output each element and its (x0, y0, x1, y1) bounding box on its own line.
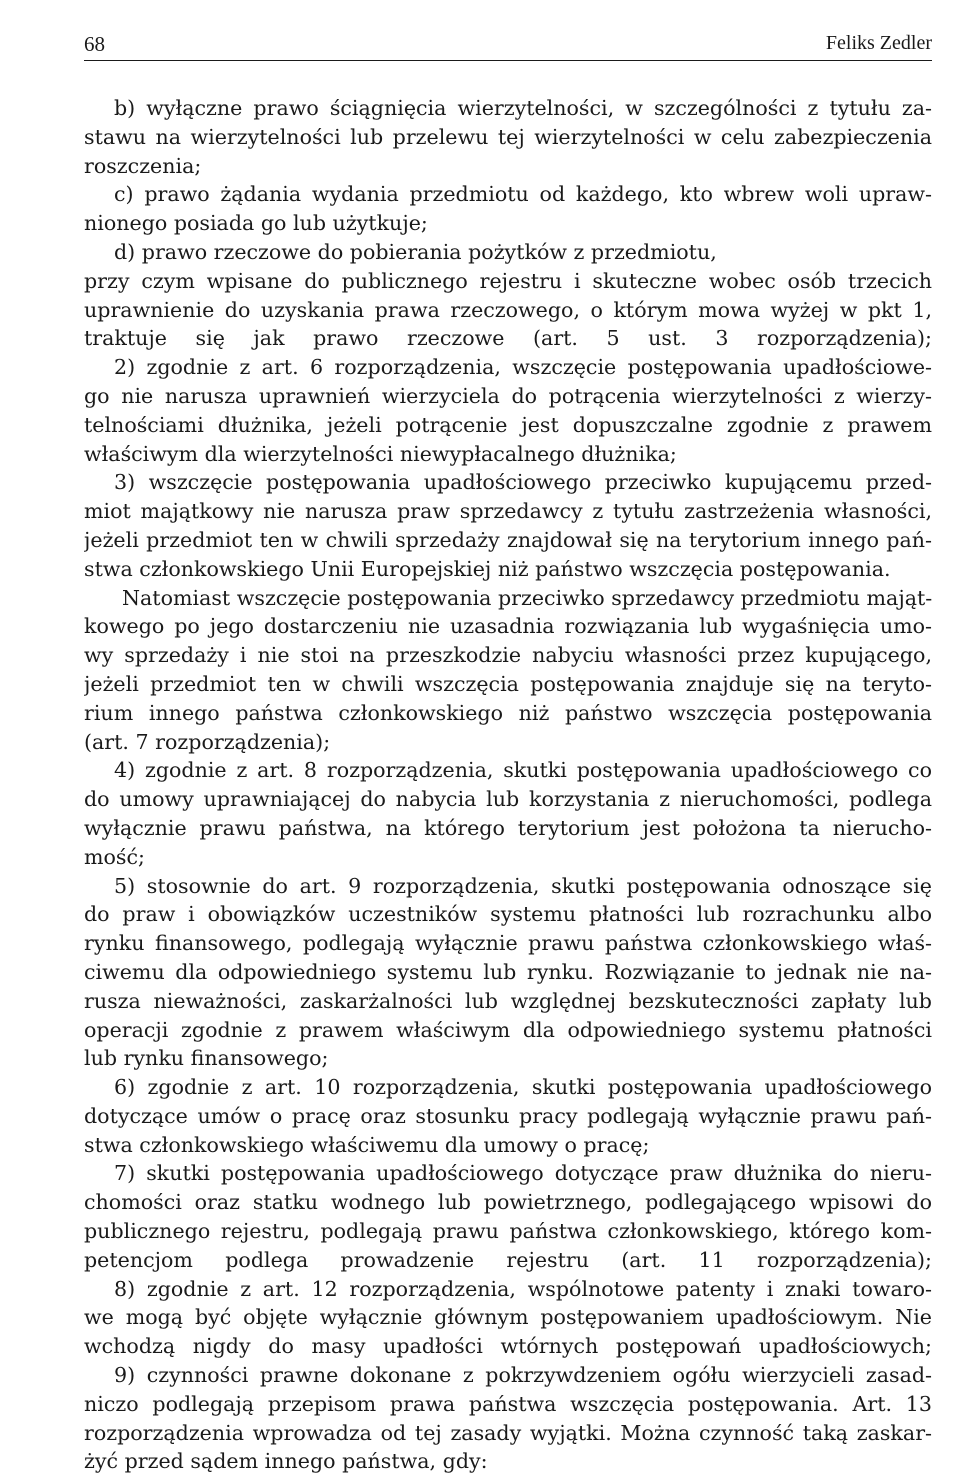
text-line: mość; (84, 844, 145, 869)
text-line: go nie narusza uprawnień wierzyciela do potrącenia wierzytelności z wierzy- (84, 383, 932, 408)
text-line: miot majątkowy nie narusza praw sprzedawcy z tytułu zastrzeżenia własności, (84, 499, 932, 524)
text-line: żyć przed sądem innego państwa, gdy: (84, 1449, 488, 1474)
text-line: uprawnienie do uzyskania prawa rzeczowego, o którym mowa wyżej w pkt 1, (84, 297, 932, 322)
text-line: jeżeli przedmiot ten w chwili sprzedaży znajdował się na terytorium innego pań- (84, 527, 932, 552)
text-line: 7) skutki postępowania upadłościowego dotyczące praw dłużnika do nieru- (114, 1161, 932, 1186)
text-line: wyłącznie prawu państwa, na którego terytorium jest położona ta nierucho- (84, 815, 932, 840)
text-line: dotyczące umów o pracę oraz stosunku pracy podlegają wyłącznie prawu pań- (84, 1103, 932, 1128)
text-line: c) prawo żądania wydania przedmiotu od każdego, kto wbrew woli upraw- (114, 182, 932, 207)
text-line: ciwemu dla odpowiedniego systemu lub rynku. Rozwiązanie to jednak nie na- (84, 959, 932, 984)
text-line: Natomiast wszczęcie postępowania przeciwko sprzedawcy przedmiotu mająt- (122, 585, 932, 610)
text-line: we mogą być objęte wyłącznie głównym postępowaniem upadłościowym. Nie (84, 1305, 932, 1330)
text-line: wy sprzedaży i nie stoi na przeszkodzie nabyciu własności przez kupującego, (84, 643, 932, 668)
text-line: lub rynku finansowego; (84, 1046, 329, 1071)
text-line: rynku finansowego, podlegają wyłącznie prawu państwa członkowskiego właś- (84, 931, 932, 956)
text-line: rusza nieważności, zaskarżalności lub względnej bezskuteczności zapłaty lub (84, 988, 932, 1013)
text-line: roszczenia; (84, 153, 202, 178)
text-line: rium innego państwa członkowskiego niż państwo wszczęcia postępowania (84, 700, 932, 725)
text-line: b) wyłączne prawo ściągnięcia wierzytelności, w szczególności z tytułu za- (114, 96, 932, 120)
running-header (84, 30, 932, 61)
text-line: operacji zgodnie z prawem właściwym dla odpowiedniego systemu płatności (84, 1017, 932, 1042)
text-line: właściwym dla wierzytelności niewypłacalnego dłużnika; (84, 441, 677, 466)
text-line: d) prawo rzeczowe do pobierania pożytków z przedmiotu, (114, 239, 717, 264)
text-line: kowego po jego dostarczeniu nie uzasadnia rozwiązania lub wygaśnięcia umo- (84, 614, 932, 639)
text-line: stwa członkowskiego Unii Europejskiej niż państwo wszczęcia postępowania. (84, 556, 891, 581)
text-line: stwa członkowskiego właściwemu dla umowy o pracę; (84, 1132, 650, 1157)
text-line: chomości oraz statku wodnego lub powietrznego, podlegającego wpisowi do (84, 1190, 932, 1215)
text-line: stawu na wierzytelności lub przelewu tej wierzytelności w celu zabezpieczenia (84, 124, 932, 149)
text-line: (art. 7 rozporządzenia); (84, 729, 331, 754)
text-line: 3) wszczęcie postępowania upadłościowego przeciwko kupującemu przed- (114, 470, 932, 495)
text-line: rozporządzenia wprowadza od tej zasady wyjątki. Można czynność taką zaskar- (84, 1420, 932, 1445)
page-number: 68 (84, 32, 105, 56)
text-line: 2) zgodnie z art. 6 rozporządzenia, wszczęcie postępowania upadłościowe- (114, 355, 932, 380)
text-line: 6) zgodnie z art. 10 rozporządzenia, skutki postępowania upadłościowego (114, 1075, 932, 1100)
text-line: nionego posiada go lub użytkuje; (84, 211, 428, 236)
text-line: jeżeli przedmiot ten w chwili wszczęcia postępowania znajduje się na teryto- (84, 671, 932, 696)
body-text (84, 94, 932, 1476)
text-line: 5) stosownie do art. 9 rozporządzenia, skutki postępowania odnoszące się (114, 873, 932, 898)
text-line: telnościami dłużnika, jeżeli potrącenie jest dopuszczalne zgodnie z prawem (84, 412, 932, 437)
text-line: 8) zgodnie z art. 12 rozporządzenia, wspólnotowe patenty i znaki towaro- (114, 1276, 932, 1301)
text-line: 4) zgodnie z art. 8 rozporządzenia, skutki postępowania upadłościowego co (114, 758, 932, 783)
text-line: wchodzą nigdy do masy upadłości wtórnych postępowań upadłościowych; (84, 1334, 932, 1359)
text-line: przy czym wpisane do publicznego rejestru i skuteczne wobec osób trzecich (84, 268, 932, 293)
text-line: do umowy uprawniającej do nabycia lub korzystania z nieruchomości, podlega (84, 787, 932, 812)
text-line: traktuje się jak prawo rzeczowe (art. 5 ust. 3 rozporządzenia); (84, 326, 932, 351)
text-line: publicznego rejestru, podlegają prawu państwa członkowskiego, którego kom- (84, 1219, 932, 1244)
running-head-author: Feliks Zedler (825, 32, 932, 54)
text-line: do praw i obowiązków uczestników systemu płatności lub rozrachunku albo (84, 902, 932, 927)
text-line: 9) czynności prawne dokonane z pokrzywdzeniem ogółu wierzycieli zasad- (114, 1363, 932, 1388)
text-line: petencjom podlega prowadzenie rejestru (art. 11 rozporządzenia); (84, 1247, 932, 1272)
text-line: niczo podlegają przepisom prawa państwa wszczęcia postępowania. Art. 13 (84, 1391, 932, 1416)
